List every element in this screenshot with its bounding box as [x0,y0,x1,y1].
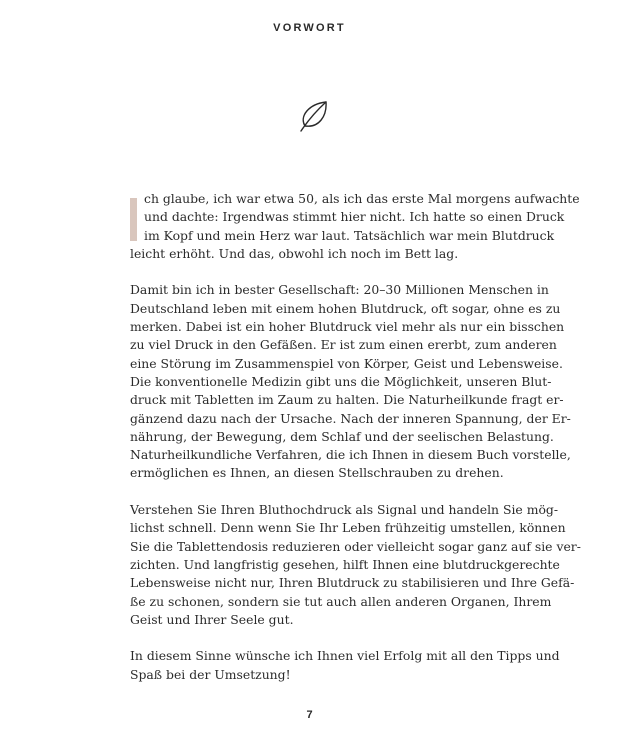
paragraph-3 [130,501,581,629]
paragraph-4 [130,647,560,684]
leaf-icon [293,98,333,134]
page-number: 7 [306,709,313,721]
paragraph-2 [130,281,571,482]
text-line: Deutschland leben mit einem hohen Blutdruck, oft sogar, ohne es zu [130,300,561,316]
text-line: ermöglichen es Ihnen, an diesen Stellschrauben zu drehen. [130,465,504,481]
text-line: Sie die Tablettendosis reduzieren oder vielleicht sogar ganz auf sie ver- [130,538,581,554]
text-line: merken. Dabei ist ein hoher Blutdruck viel mehr als nur ein bisschen [130,319,565,335]
text-line: druck mit Tabletten im Zaum zu halten. Die Naturheilkunde fragt er- [130,392,564,408]
paragraph-1 [130,190,580,263]
text-line: zu viel Druck in den Gefäßen. Er ist zum einen ererbt, zum anderen [130,337,557,353]
text-line: und dachte: Irgendwas stimmt hier nicht. Ich hatte so einen Druck [144,209,565,225]
text-line: leicht erhöht. Und das, obwohl ich noch im Bett lag. [130,245,459,261]
text-line: Lebensweise nicht nur, Ihren Blutdruck zu stabilisieren und Ihre Gefä- [130,575,575,591]
text-line: Naturheilkundliche Verfahren, die ich Ihnen in diesem Buch vorstelle, [130,447,571,463]
text-line: ch glaube, ich war etwa 50, als ich das erste Mal morgens aufwachte [144,191,580,206]
text-line: Geist und Ihrer Seele gut. [130,611,294,627]
body-text [130,190,581,684]
text-line: Verstehen Sie Ihren Bluthochdruck als Signal und handeln Sie mög- [130,502,559,518]
text-line: gänzend dazu nach der Ursache. Nach der inneren Spannung, der Er- [130,410,571,426]
text-line: Die konventionelle Medizin gibt uns die Möglichkeit, unseren Blut- [130,373,552,389]
text-line: In diesem Sinne wünsche ich Ihnen viel Erfolg mit all den Tipps und [130,648,560,664]
text-line: ße zu schonen, sondern sie tut auch allen anderen Organen, Ihrem [130,593,552,609]
text-line: Spaß bei der Umsetzung! [130,666,291,682]
chapter-title: VORWORT [273,22,346,34]
drop-cap [130,198,137,241]
text-line: Damit bin ich in bester Gesellschaft: 20–30 Millionen Menschen in [130,282,549,298]
text-line: nährung, der Bewegung, dem Schlaf und der seelischen Belastung. [130,428,554,444]
text-line: lichst schnell. Denn wenn Sie Ihr Leben frühzeitig umstellen, können [130,520,566,536]
text-line: zichten. Und langfristig gesehen, hilft Ihnen eine blutdruckgerechte [130,556,560,572]
text-line: eine Störung im Zusammenspiel von Körper, Geist und Lebensweise. [130,355,563,371]
text-line: im Kopf und mein Herz war laut. Tatsächlich war mein Blutdruck [144,227,555,243]
